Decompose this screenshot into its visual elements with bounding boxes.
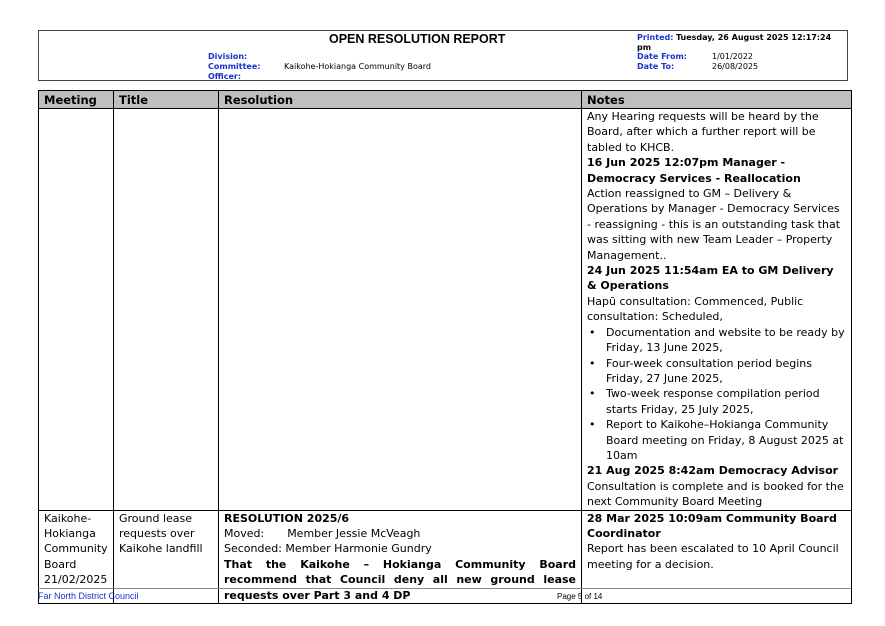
notes-cell [582,109,852,511]
col-header-resolution: Resolution [219,91,582,109]
title-cell [114,109,219,511]
resolution-cell [219,510,582,603]
footer-org: Far North District Council [38,591,139,601]
resolution-cell [219,109,582,511]
title-cell: Ground lease requests over Kaikohe landfill [114,510,219,603]
col-header-title: Title [114,91,219,109]
division-label: Division: [208,52,248,61]
col-header-meeting: Meeting [39,91,114,109]
moved-line [224,526,576,541]
note-text: Hapū consultation: Commenced, Public consultation: Scheduled, [587,294,804,324]
seconded-line: Seconded: Member Harmonie Gundry [224,542,432,556]
moved-value: Member Jessie McVeagh [287,526,421,540]
meeting-cell: Kaikohe-Hokianga Community Board 21/02/2025 [39,510,114,603]
report-title: OPEN RESOLUTION REPORT [329,32,506,46]
note-text: Action reassigned to GM – Delivery & Operations by Manager - Democracy Services - reassigning - this is an outstanding task that was sitting with new Team Leader – Property Management.. [587,187,841,262]
officer-label: Officer: [208,72,242,81]
note-bullet: • Documentation and website to be ready by Friday, 13 June 2025, [587,325,846,356]
col-header-notes: Notes [582,91,852,109]
report-header [38,30,848,81]
footer-divider [38,588,851,589]
table-row [39,109,852,511]
note-bullet-list [587,325,846,464]
note-heading: 28 Mar 2025 10:09am Community Board Coordinator [587,511,837,540]
note-text: Any Hearing requests will be heard by the Board, after which a further report will be tabled to KHCB. [587,110,819,154]
note-heading: 16 Jun 2025 12:07pm Manager - Democracy Services - Reallocation [587,156,801,185]
printed-label: Printed: [637,33,674,42]
footer-page-number: Page 5 of 14 [557,592,603,601]
committee-label: Committee: [208,62,261,71]
resolution-heading: RESOLUTION 2025/6 [224,511,350,525]
date-to-label: Date To: [637,62,675,71]
meeting-cell [39,109,114,511]
note-bullet: • Four-week consultation period begins Friday, 27 June 2025, [587,356,846,387]
resolution-table [38,90,852,604]
table-row [39,510,852,603]
note-text: Consultation is complete and is booked for the next Community Board Meeting [587,479,844,509]
table-header-row [39,91,852,109]
moved-label: Moved: [224,526,265,540]
printed-info [637,33,833,53]
committee-value: Kaikohe-Hokianga Community Board [284,62,431,71]
note-heading: 24 Jun 2025 11:54am EA to GM Delivery & Operations [587,264,834,293]
date-to-value: 26/08/2025 [712,62,759,71]
date-from-label: Date From: [637,52,688,61]
date-from-value: 1/01/2022 [712,52,754,61]
note-text: Report has been escalated to 10 April Council meeting for a decision. [587,542,839,571]
note-bullet: • Report to Kaikohe–Hokianga Community Board meeting on Friday, 8 August 2025 at 10am [587,417,846,463]
note-heading: 21 Aug 2025 8:42am Democracy Advisor [587,464,839,478]
note-bullet: • Two-week response compilation period starts Friday, 25 July 2025, [587,386,846,417]
resolution-text: That the Kaikohe – Hokianga Community Board recommend that Council deny all new ground lease requests over Part 3 and 4 DP [224,557,576,602]
notes-cell [582,510,852,603]
printed-value: Tuesday, 26 August 2025 12:17:24 pm [637,33,832,52]
